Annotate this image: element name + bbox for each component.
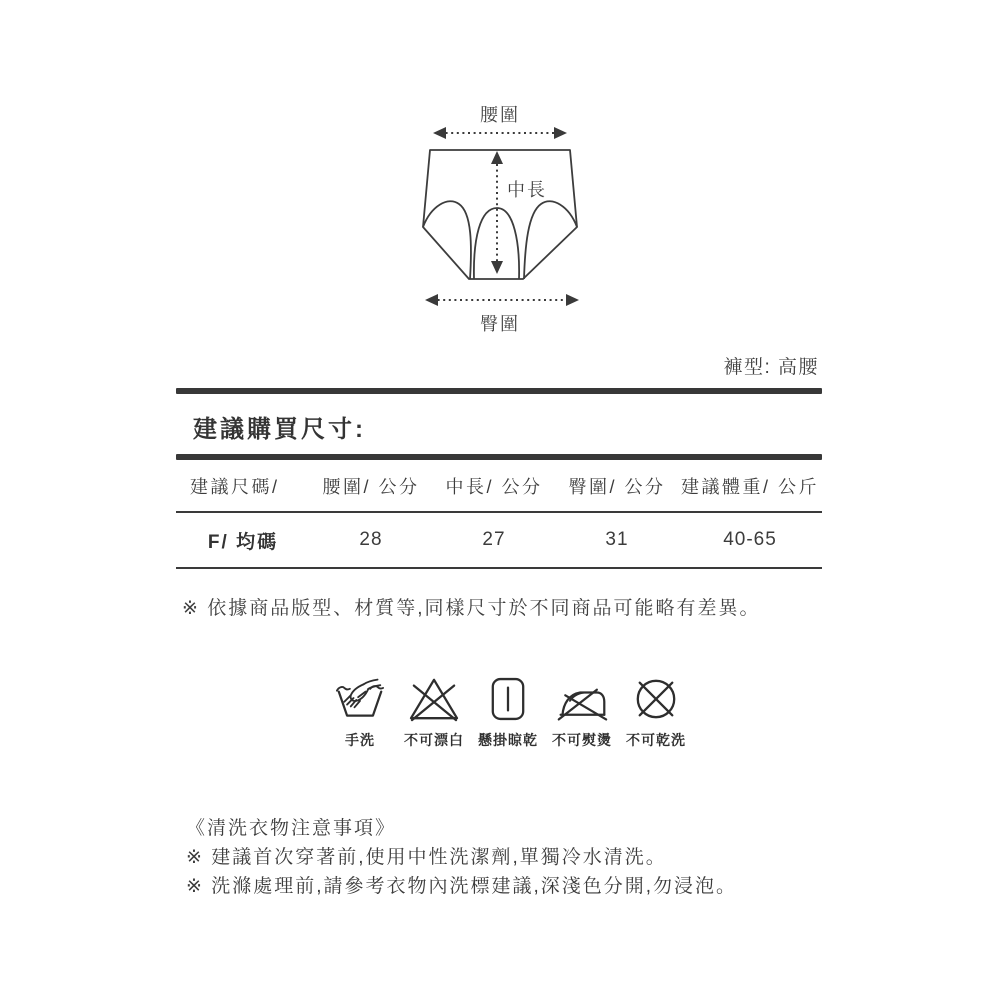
- care-item-do-not-bleach: [397, 676, 471, 750]
- divider-top: [176, 388, 822, 394]
- col-header-waist: 腰圍/ 公分: [322, 476, 420, 497]
- care-item-do-not-dry-clean: [619, 676, 693, 750]
- care-label-hang-dry: 懸掛晾乾: [478, 732, 538, 748]
- do-not-iron-icon: [556, 676, 608, 722]
- do-not-bleach-icon: [406, 676, 462, 722]
- care-label-do-not-iron: 不可熨燙: [552, 732, 612, 748]
- size-table-header-row: [176, 460, 822, 513]
- cell-rise-value: 27: [482, 529, 506, 550]
- section-title: 建議購買尺寸:: [193, 416, 366, 443]
- waist-arrow-icon: [433, 127, 567, 139]
- hang-dry-icon: [489, 676, 527, 722]
- care-notes-title: 《清洗衣物注意事項》: [186, 818, 397, 839]
- cell-size-code: F/ 均碼: [207, 531, 279, 553]
- care-label-do-not-dry-clean: 不可乾洗: [626, 732, 686, 748]
- care-notes: [186, 814, 737, 901]
- hand-wash-icon: [336, 676, 384, 722]
- col-header-size-code: 建議尺碼/: [190, 476, 280, 497]
- care-notes-line2: ※ 洗滌處理前,請參考衣物內洗標建議,深淺色分開,勿浸泡。: [186, 876, 738, 897]
- hip-arrow-icon: [425, 294, 579, 306]
- care-label-do-not-bleach: 不可漂白: [404, 732, 464, 748]
- care-item-hand-wash: [323, 676, 397, 750]
- do-not-dry-clean-icon: [633, 676, 679, 722]
- cell-waist-value: 28: [359, 529, 383, 550]
- size-table: [176, 460, 822, 569]
- care-symbols-row: [323, 676, 693, 750]
- hip-label: 臀圍: [480, 314, 520, 334]
- col-header-rise: 中長/ 公分: [445, 476, 543, 497]
- cell-hip-value: 31: [605, 529, 629, 550]
- col-header-hip: 臀圍/ 公分: [568, 476, 666, 497]
- pant-type-label: 褲型: 高腰: [723, 357, 819, 378]
- rise-arrow-icon: [491, 151, 503, 274]
- cell-weight-value: 40-65: [723, 529, 777, 550]
- waist-label: 腰圍: [480, 105, 520, 125]
- rise-label: 中長: [507, 180, 547, 200]
- care-label-hand-wash: 手洗: [345, 732, 375, 748]
- care-item-hang-dry: [471, 676, 545, 750]
- care-notes-line1: ※ 建議首次穿著前,使用中性洗潔劑,單獨冷水清洗。: [186, 847, 667, 868]
- panty-measurement-diagram: [370, 95, 630, 345]
- care-item-do-not-iron: [545, 676, 619, 750]
- panty-outline: [423, 150, 577, 279]
- col-header-weight: 建議體重/ 公斤: [680, 476, 819, 497]
- size-note: ※ 依據商品版型、材質等,同樣尺寸於不同商品可能略有差異。: [182, 598, 761, 619]
- hand-glyph: [344, 680, 380, 708]
- size-table-row: [176, 513, 822, 569]
